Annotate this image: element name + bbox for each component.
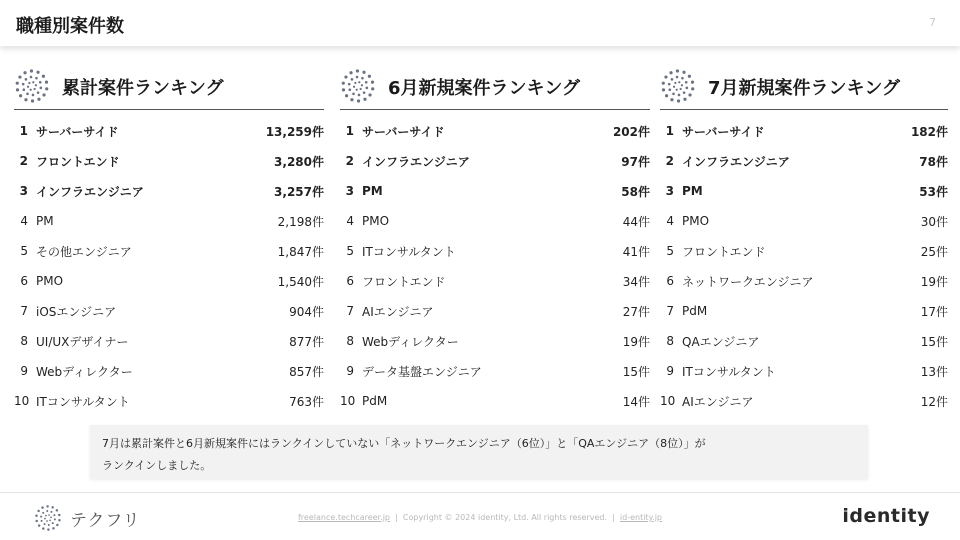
ranking-row (340, 176, 650, 206)
panel-header (14, 64, 324, 110)
ranking-row (340, 116, 650, 146)
panel-title: 6月新規案件ランキング (388, 78, 580, 99)
job-category: ITコンサルタント (362, 244, 456, 259)
ranking-row (340, 146, 650, 176)
rank-number: 7 (20, 304, 28, 318)
case-count: 25件 (920, 244, 948, 259)
rank-number: 10 (14, 394, 30, 408)
rank-number: 2 (345, 154, 354, 168)
rank-number: 2 (665, 154, 674, 168)
case-count: 30件 (920, 214, 948, 229)
job-category: Webディレクター (36, 364, 133, 379)
case-count: 34件 (622, 274, 650, 289)
job-category: その他エンジニア (36, 244, 132, 259)
rank-number: 3 (345, 184, 354, 198)
case-count: 19件 (920, 274, 948, 289)
panel-header (340, 64, 650, 110)
job-category: AIエンジニア (362, 304, 434, 319)
ranking-row (660, 296, 948, 326)
rank-number: 8 (346, 334, 354, 348)
job-category: Webディレクター (362, 334, 459, 349)
ranking-row (14, 356, 324, 386)
ranking-list (340, 116, 650, 416)
ranking-row (340, 296, 650, 326)
page-title: 職種別案件数 (16, 16, 124, 37)
ranking-row (340, 386, 650, 416)
ranking-row (14, 236, 324, 266)
ranking-row (340, 326, 650, 356)
case-count: 904件 (289, 304, 324, 319)
company-logo: identity (842, 505, 930, 527)
job-category: インフラエンジニア (36, 184, 144, 199)
case-count: 58件 (621, 184, 650, 199)
ranking-panel-cumulative (14, 64, 324, 416)
job-category: UI/UXデザイナー (36, 334, 129, 349)
job-category: PdM (362, 394, 388, 408)
ranking-row (660, 236, 948, 266)
case-count: 27件 (622, 304, 650, 319)
rank-number: 4 (666, 214, 674, 228)
ranking-list (14, 116, 324, 416)
job-category: サーバーサイド (36, 124, 119, 139)
case-count: 12件 (920, 394, 948, 409)
case-count: 13件 (920, 364, 948, 379)
case-count: 53件 (919, 184, 948, 199)
ranking-row (14, 206, 324, 236)
case-count: 3,280件 (274, 154, 324, 169)
rank-number: 6 (346, 274, 354, 288)
rank-number: 3 (19, 184, 28, 198)
case-count: 44件 (622, 214, 650, 229)
job-category: インフラエンジニア (682, 154, 790, 169)
case-count: 3,257件 (274, 184, 324, 199)
ranking-list (660, 116, 948, 416)
page-number: 7 (929, 16, 936, 29)
case-count: 17件 (920, 304, 948, 319)
rank-number: 7 (666, 304, 674, 318)
rank-number: 4 (346, 214, 354, 228)
ranking-row (14, 296, 324, 326)
ranking-row (660, 176, 948, 206)
ranking-row (660, 116, 948, 146)
rank-number: 9 (666, 364, 674, 378)
rank-number: 6 (666, 274, 674, 288)
ranking-row (660, 206, 948, 236)
case-count: 15件 (920, 334, 948, 349)
job-category: フロントエンド (682, 244, 766, 259)
job-category: ネットワークエンジニア (682, 274, 814, 289)
slide-footer (0, 492, 960, 540)
note-line: ランクインしました。 (102, 459, 212, 472)
rank-number: 1 (19, 124, 28, 138)
case-count: 97件 (621, 154, 650, 169)
ranking-row (340, 356, 650, 386)
job-category: QAエンジニア (682, 334, 760, 349)
case-count: 15件 (622, 364, 650, 379)
dot-ring-icon (660, 68, 696, 104)
rank-number: 10 (340, 394, 356, 408)
ranking-row (340, 236, 650, 266)
case-count: 763件 (289, 394, 324, 409)
copyright-text: Copyright © 2024 identity, Ltd. All rights reserved. (402, 513, 607, 522)
ranking-row (660, 386, 948, 416)
panel-title: 7月新規案件ランキング (708, 78, 900, 99)
case-count: 1,847件 (277, 244, 324, 259)
rank-number: 5 (346, 244, 354, 258)
ranking-row (340, 266, 650, 296)
rank-number: 9 (20, 364, 28, 378)
ranking-row (14, 326, 324, 356)
case-count: 857件 (289, 364, 324, 379)
brand-name: テクフリ (70, 510, 141, 531)
case-count: 202件 (612, 124, 650, 139)
ranking-row (660, 146, 948, 176)
rank-number: 9 (346, 364, 354, 378)
job-category: フロントエンド (36, 154, 120, 169)
ranking-row (14, 146, 324, 176)
job-category: AIエンジニア (682, 394, 754, 409)
case-count: 41件 (622, 244, 650, 259)
dot-ring-icon (14, 68, 50, 104)
ranking-row (660, 326, 948, 356)
ranking-row (660, 266, 948, 296)
rank-number: 4 (20, 214, 28, 228)
job-category: ITコンサルタント (36, 394, 130, 409)
rank-number: 8 (666, 334, 674, 348)
rank-number: 2 (19, 154, 28, 168)
ranking-row (14, 266, 324, 296)
job-category: PMO (36, 274, 64, 288)
job-category: ITコンサルタント (682, 364, 776, 379)
job-category: iOSエンジニア (36, 304, 117, 319)
dot-ring-icon (340, 68, 376, 104)
ranking-panel-june (340, 64, 650, 416)
rank-number: 3 (665, 184, 674, 198)
ranking-row (14, 176, 324, 206)
ranking-row (340, 206, 650, 236)
job-category: フロントエンド (362, 274, 446, 289)
note-line: 7月は累計案件と6月新規案件にはランクインしていない「ネットワークエンジニア（6位）」と「QAエンジニア（8位）」が (102, 437, 706, 450)
rank-number: 10 (660, 394, 676, 408)
rank-number: 8 (20, 334, 28, 348)
job-category: データ基盤エンジニア (362, 364, 482, 379)
rank-number: 1 (665, 124, 674, 138)
case-count: 78件 (919, 154, 948, 169)
footer-links (0, 513, 960, 522)
job-category: PM (36, 214, 54, 228)
ranking-row (14, 116, 324, 146)
panel-title: 累計案件ランキング (62, 78, 224, 99)
case-count: 182件 (910, 124, 948, 139)
job-category: インフラエンジニア (362, 154, 470, 169)
job-category: PMO (682, 214, 710, 228)
panel-header (660, 64, 948, 110)
case-count: 877件 (289, 334, 324, 349)
job-category: PdM (682, 304, 708, 318)
ranking-row (14, 386, 324, 416)
case-count: 19件 (622, 334, 650, 349)
case-count: 1,540件 (277, 274, 324, 289)
site-link[interactable]: freelance.techcareer.jp (297, 513, 390, 522)
case-count: 14件 (622, 394, 650, 409)
rank-number: 7 (346, 304, 354, 318)
slide-header (0, 0, 960, 46)
rank-number: 5 (20, 244, 28, 258)
separator: | (395, 513, 398, 522)
case-count: 2,198件 (277, 214, 324, 229)
rank-number: 1 (345, 124, 354, 138)
job-category: サーバーサイド (682, 124, 765, 139)
rank-number: 5 (666, 244, 674, 258)
summary-note (90, 425, 868, 479)
job-category: PM (362, 184, 383, 198)
company-link[interactable]: id-entity.jp (619, 513, 663, 522)
job-category: PMO (362, 214, 390, 228)
job-category: PM (682, 184, 703, 198)
job-category: サーバーサイド (362, 124, 445, 139)
ranking-panel-july (660, 64, 948, 416)
case-count: 13,259件 (265, 124, 324, 139)
separator: | (612, 513, 615, 522)
ranking-row (660, 356, 948, 386)
rank-number: 6 (20, 274, 28, 288)
